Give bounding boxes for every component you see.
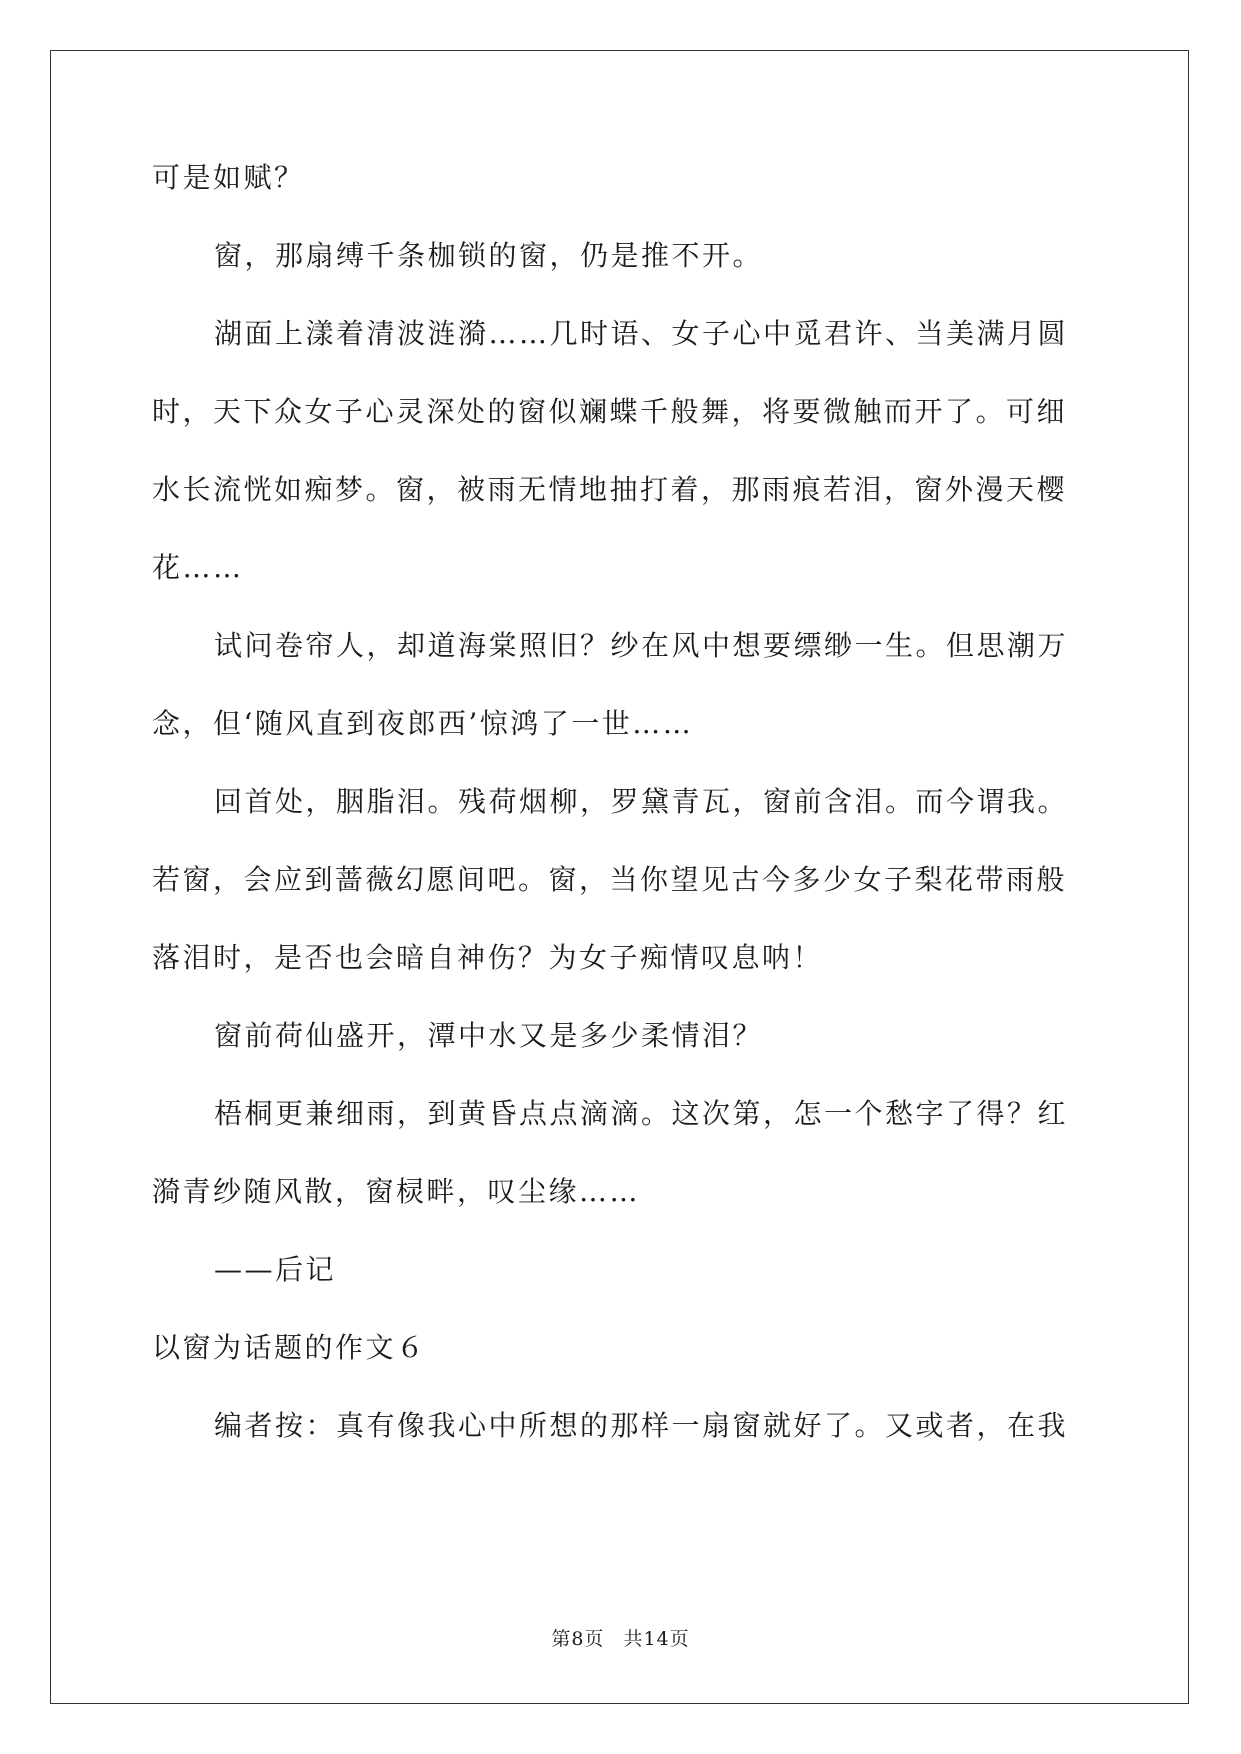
paragraph-line: 湖面上漾着清波涟漪……几时语、女子心中觅君许、当美满月圆 [214,317,1069,350]
paragraph-line: 梧桐更兼细雨，到黄昏点点滴滴。这次第，怎一个愁字了得？红 [214,1097,1069,1130]
section-heading: 以窗为话题的作文６ [152,1331,427,1364]
paragraph-line: 时，天下众女子心灵深处的窗似斓蝶千般舞，将要微触而开了。可细 [152,395,1068,428]
paragraph-line: 回首处，胭脂泪。残荷烟柳，罗黛青瓦，窗前含泪。而今谓我。 [214,785,1069,818]
page-number: 第8页 [551,1628,605,1650]
afterword-line: ——后记 [214,1253,337,1286]
paragraph-line: 可是如赋？ [152,161,305,194]
paragraph-line: 窗前荷仙盛开，潭中水又是多少柔情泪？ [214,1019,764,1052]
paragraph-line: 编者按：真有像我心中所想的那样一扇窗就好了。又或者，在我 [214,1409,1069,1442]
paragraph-line: 若窗，会应到蔷薇幻愿间吧。窗，当你望见古今多少女子梨花带雨般 [152,863,1068,896]
page-footer [0,1624,1241,1651]
paragraph-line: 花…… [152,551,244,584]
paragraph-line: 落泪时，是否也会暗自神伤？为女子痴情叹息呐！ [152,941,824,974]
document-body [152,160,1092,1444]
paragraph-line: 漪青纱随风散，窗棂畔，叹尘缘…… [152,1175,641,1208]
paragraph-line: 试问卷帘人，却道海棠照旧？纱在风中想要缥缈一生。但思潮万 [214,629,1069,662]
page-total: 共14页 [623,1628,690,1650]
paragraph-line: 窗，那扇缚千条枷锁的窗，仍是推不开。 [214,239,764,272]
paragraph-line: 水长流恍如痴梦。窗，被雨无情地抽打着，那雨痕若泪，窗外漫天樱 [152,473,1068,506]
paragraph-line: 念，但‘随风直到夜郎西’惊鸿了一世…… [152,707,694,740]
